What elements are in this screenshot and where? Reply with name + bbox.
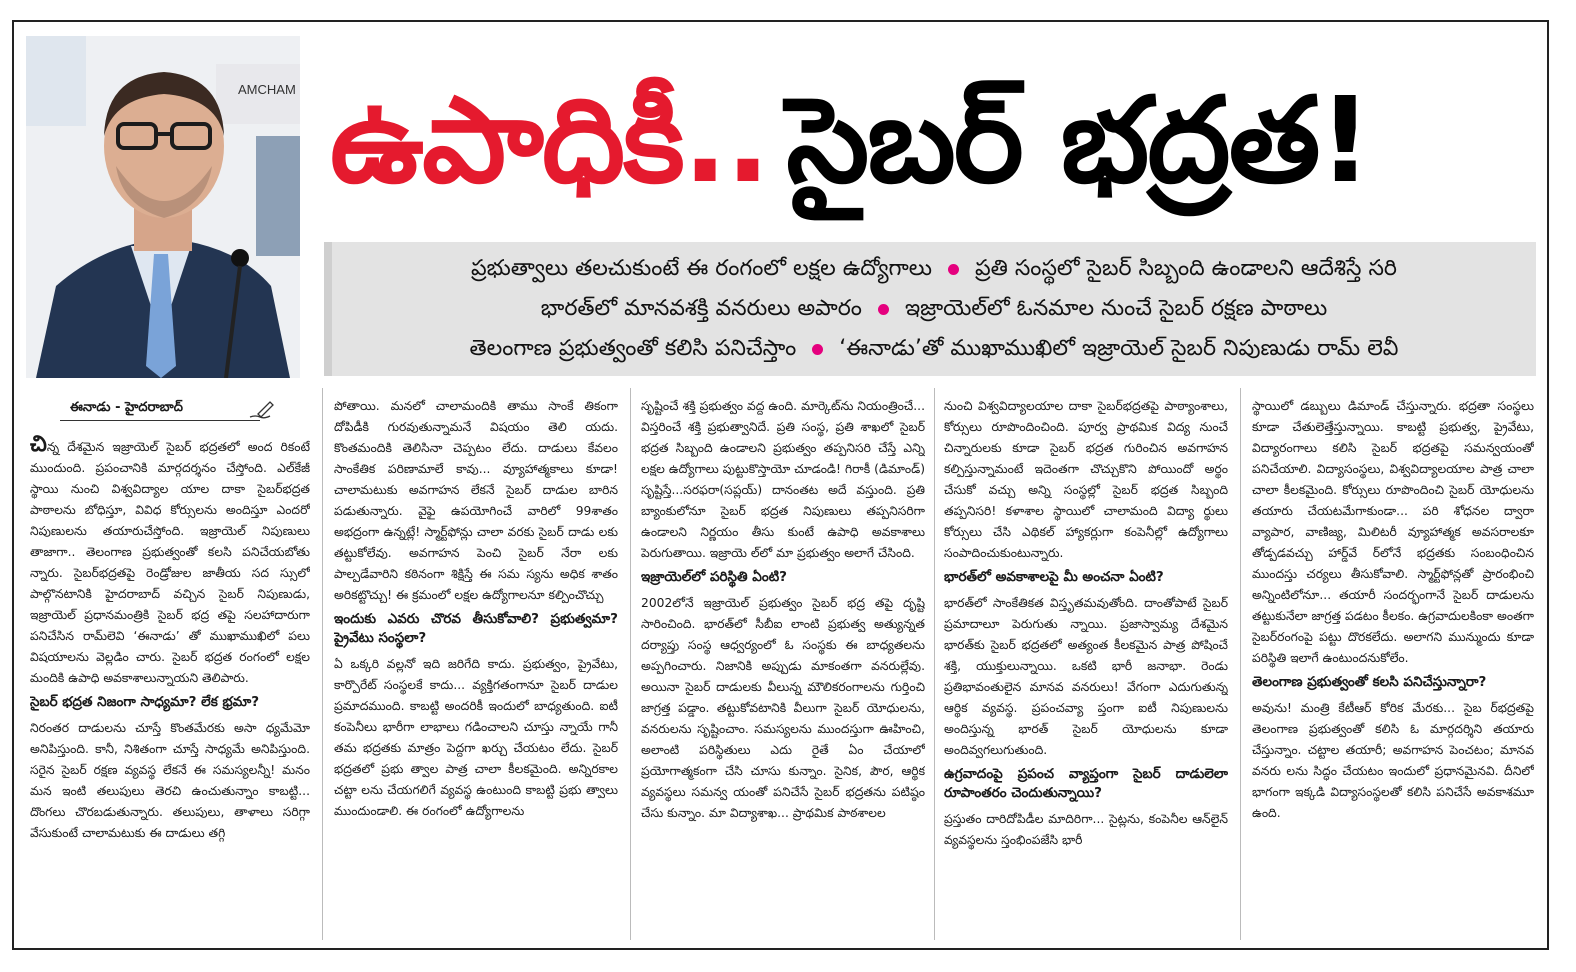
article-paragraph: ఏ ఒక్కరి వల్లనో ఇది జరిగేది కాదు. ప్రభుత్వం, ప్రైవేటు, కార్పొరేట్ సంస్థలకే కాదు... వ్యక్తిగతంగానూ సైబర్ దాడుల ప్రమాదముంది. కాబట్టి అందరికీ ఇందులో బాధ్యతుంది. ఐటీ కంపెనీలు భారీగా లాభాలు గడించాలని చూస్తు న్నాయే గానీ తమ భద్రతకు మాత్రం పెద్దగా ఖర్చు చేయటం లేదు. సైబర్ భద్రతలో ప్రభు త్వాల పాత్ర చాలా కీలకమైంది. అన్నిరకాల చట్టా లను చేయగలిగే వ్యవస్థ ఉంటుంది కాబట్టి ప్రభు త్వాలు ముందుండాలి. ఈ రంగంలో ఉద్యోగాలను xyxy=(334,657,618,818)
interview-question: ఇజ్రాయెల్‌లో పరిస్థితి ఏంటి? xyxy=(641,569,787,585)
bullet-dot-icon xyxy=(812,344,823,355)
article-paragraph: పోతాయి. మనలో చాలామందికి తాము సాంకే తికంగా దోపిడీకి గురవుతున్నామనే విషయం తెలి యదు. కొంతమందికి తెలిసినా చెప్పటం లేదు. దాడులు కేవలం సాంకేతిక పరిణామాలే కావు... వ్యూహాత్మకాలు కూడా! చాలామటుకు అవగాహన లేకనే సైబర్ దాడుల బారిన పడుతున్నారు. వైఫై ఉపయోగించే వారిలో 99శాతం అభద్రంగా ఉన్నట్లే! స్మార్ట్‌ఫోన్లు చాలా వరకు సైబర్ దాడు లకు తట్టుకోలేవు. అవగాహన పెంచి సైబర్ నేరా లకు పాల్పడేవారిని కఠినంగా శిక్షిస్తే ఈ సమ స్యను అధిక శాతం అరికట్టొచ్చు! ఈ క్రమంలో లక్షల ఉద్యోగాలనూ కల్పించొచ్చు xyxy=(334,399,618,602)
article-column-4 xyxy=(944,396,1228,944)
subheadline-point: తెలంగాణ ప్రభుత్వంతో కలిసి పనిచేస్తాం xyxy=(469,336,797,361)
article-column-3 xyxy=(641,396,925,944)
subheadline-point: ‘ఈనాడు’తో ముఖాముఖిలో ఇజ్రాయెల్ సైబర్ నిపుణుడు రామ్ లెవీ xyxy=(839,336,1399,361)
article-paragraph: భారత్‌లో సాంకేతికత విస్తృతమవుతోంది. దాంతోపాటే సైబర్ ప్రమాదాలూ పెరుగుతు న్నాయి. ప్రజాస్వామ్య దేశమైన భారత్‌కు సైబర్ భద్రతలో అత్యంత కీలకమైన పాత్ర పోషించే శక్తి, యుక్తులున్నాయి. ఒకటి భారీ జనాభా. రెండు ప్రతిభావంతులైన మానవ వనరులు! వేగంగా ఎదుగుతున్న ఆర్థిక వ్యవస్థ. ప్రపంచవ్యా ప్తంగా ఐటీ నిపుణులను అందిస్తున్న భారత్ సైబర్ యోధులను కూడా అందివ్వగలుగుతుంది. xyxy=(944,596,1228,757)
subheadline-line-3 xyxy=(332,336,1536,362)
column-divider xyxy=(322,388,323,940)
drop-cap: చి xyxy=(30,434,47,457)
interview-question: తెలంగాణ ప్రభుత్వంతో కలసి పనిచేస్తున్నారా? xyxy=(1252,674,1487,690)
column-divider xyxy=(934,388,935,940)
subheadline-point: ప్రతి సంస్థలో సైబర్ సిబ్బంది ఉండాలని ఆదేశిస్తే సరి xyxy=(975,256,1397,281)
article-paragraph: 2002లోనే ఇజ్రాయెల్ ప్రభుత్వం సైబర్ భద్ర తపై దృష్టి సారించింది. భారత్‌లో సీబీఐ లాంటి ప్రభుత్వ అత్యున్నత దర్యాప్తు సంస్థ ఆధ్వర్యంలో ఓ సంస్థకు ఈ బాధ్యతలను అప్పగించారు. నిజానికి అప్పుడు మాకంతగా వనరుల్లేవు. అయినా సైబర్ దాడులకు వీలున్న మౌలికరంగాలను గుర్తించి జాగ్రత్త పడ్డాం. తట్టుకోవటానికి వీలుగా సైబర్ యోధులను, వనరులను సృష్టించాం. సమస్యలను ముందస్తుగా ఊహించి, అలాంటి పరిస్థితులు ఎదు రైతే ఏం చేయాలో ప్రయోగాత్మకంగా చేసి చూసు కున్నాం. సైనిక, పౌర, ఆర్థిక వ్యవస్థలు సమన్వ యంతో పనిచేసే సైబర్ భద్రతను పటిష్ఠం చేసు కున్నాం. మా విద్యాశాఖ... ప్రాథమిక పాఠశాలల xyxy=(641,596,925,820)
headline-part-red: ఉపాధికీ.. xyxy=(330,71,769,209)
article-paragraph: సృష్టించే శక్తి ప్రభుత్వం వద్ద ఉంది. మార్కెట్‌ను నియంత్రించే... విస్తరించే శక్తి ప్రభుత్వానిదే. ప్రతి సంస్థ, ప్రతి శాఖలో సైబర్ భద్రత సిబ్బంది ఉండాలని ప్రభుత్వం తప్పనిసరి చేస్తే ఎన్ని లక్షల ఉద్యోగాలు పుట్టుకొస్తాయో చూడండి! గిరాకీ (డిమాండ్) సృష్టిస్తే...సరఫరా(సప్లయ్) దానంతట అదే వస్తుంది. ప్రతి బ్యాంకులోనూ సైబర్ భద్రత నిపుణులు తప్పనిసరిగా ఉండాలని నిర్ణయం తీసు కుంటే ఉపాధి అవకాశాలు పెరుగుతాయి. ఇజ్రాయె ల్‌లో మా ప్రభుత్వం అలాగే చేసింది. xyxy=(641,399,925,560)
pen-icon xyxy=(248,400,274,420)
backdrop-text: AMCHAM xyxy=(238,82,296,97)
article-column-1 xyxy=(30,434,310,944)
byline: ఈనాడు - హైదరాబాద్ xyxy=(70,400,183,415)
byline-divider xyxy=(60,420,260,421)
article-paragraph: అవును! మంత్రి కేటీఆర్ కోరిక మేరకు... సైబ ర్‌భద్రతపై తెలంగాణ ప్రభుత్వంతో కలిసి ఓ మార్గదర్శిని తయారు చేస్తున్నాం. చట్టాల తయారీ; అవగాహన పెంచటం; మానవ వనరు లను సిద్ధం చేయటం ఇందులో ప్రధానమైనవి. దీనిలో భాగంగా ఇక్కడి విద్యాసంస్థలతో కలిసి పనిచేసే అవకాశమూ ఉంది. xyxy=(1252,701,1534,820)
headline xyxy=(330,60,1540,220)
article-paragraph: స్థాయిలో డబ్బులు డిమాండ్ చేస్తున్నారు. భద్రతా సంస్థలు కూడా చేతులెత్తేస్తున్నాయి. కాబట్టి ప్రభుత్వ, ప్రైవేటు, విద్యారంగాలు కలిసి సైబర్ భద్రతపై సమన్వయంతో పనిచేయాలి. విద్యాసంస్థలు, విశ్వవిద్యాలయాల పాత్ర చాలా చాలా కీలకమైంది. కోర్సులు రూపొందించి సైబర్ యోధులను తయారు చేయటమేగాకుండా... పరి శోధనల ద్వారా వ్యాపార, వాణిజ్య, మిలిటరీ వ్యూహాత్మక అవసరాలకూ తోడ్పడవచ్చు హార్డ్‌వే ర్‌లోనే భద్రతకు సంబంధించిన ముందస్తు చర్యలు తీసుకోవాలి. స్మార్ట్‌ఫోన్లతో ప్రారంభించి అన్నింటిలోనూ... తయారీ సందర్భంగానే సైబర్ దాడులను తట్టుకునేలా జాగ్రత్త పడటం కీలకం. ఉగ్రవాదులకింకా అంతగా సైబర్‌రంగంపై పట్టు దొరకలేదు. అలాగని మున్ముందు కూడా పరిస్థితి ఇలాగే ఉంటుందనుకోలేం. xyxy=(1252,399,1534,665)
speaker-portrait-image xyxy=(26,36,300,378)
subheadline-point: భారత్‌లో మానవశక్తి వనరులు అపారం xyxy=(540,296,862,321)
subheadline-box xyxy=(324,242,1536,376)
interview-question: భారత్‌లో అవకాశాలపై మీ అంచనా ఏంటి? xyxy=(944,569,1164,585)
subheadline-line-2 xyxy=(332,296,1536,322)
article-paragraph: ప్రస్తుతం దారిదోపిడీల మాదిరిగా... సైట్లను, కంపెనీల ఆన్‌లైన్ వ్యవస్థలను స్తంభింపజేసి భారీ xyxy=(944,812,1228,847)
subheadline-line-1 xyxy=(332,256,1536,282)
column-divider xyxy=(630,388,631,940)
bullet-dot-icon xyxy=(878,304,889,315)
article-column-2 xyxy=(334,396,618,944)
article-paragraph: నుంచి విశ్వవిద్యాలయాల దాకా సైబర్‌భద్రతపై పాఠ్యాంశాలు, కోర్సులు రూపొందించింది. పూర్వ ప్రాథమిక విద్య నుంచే చిన్నారులకు కూడా సైబర్ భద్రత గురించిన అవగాహన కల్పిస్తున్నామంటే ఇదెంతగా చొచ్చుకొని పోయిందో అర్థం చేసుకో వచ్చు అన్ని సంస్థల్లో సైబర్ భద్రత సిబ్బంది తప్పనిసరి! కళాశాల స్థాయిలో చాలామంది విద్యా ర్థులు కోర్సులు చేసి ఎథికల్ హ్యాకర్లుగా కంపెనీల్లో ఉద్యోగాలు సంపాదించుకుంటున్నారు. xyxy=(944,399,1228,560)
interview-question: సైబర్ భద్రత నిజంగా సాధ్యమా? లేక భ్రమా? xyxy=(30,694,260,710)
article-column-5 xyxy=(1252,396,1534,944)
subheadline-point: ప్రభుత్వాలు తలచుకుంటే ఈ రంగంలో లక్షల ఉద్యోగాలు xyxy=(471,256,933,281)
interview-question: ఇందుకు ఎవరు చొరవ తీసుకోవాలి? ప్రభుత్వమా? ప్రైవేటు సంస్థలా? xyxy=(334,611,618,646)
speaker-photo xyxy=(26,36,300,378)
headline-part-black: సైబర్ భద్రత! xyxy=(786,71,1371,209)
subheadline-point: ఇజ్రాయెల్‌లో ఓనమాల నుంచే సైబర్ రక్షణ పాఠాలు xyxy=(904,296,1328,321)
column-divider xyxy=(1240,388,1241,940)
bullet-dot-icon xyxy=(948,264,959,275)
interview-question: ఉగ్రవాదంపై ప్రపంచ వ్యాప్తంగా సైబర్ దాడులెలా రూపాంతరం చెందుతున్నాయి? xyxy=(944,766,1228,801)
article-paragraph: చిన్న దేశమైన ఇజ్రాయెల్ సైబర్ భద్రతలో అంద రికంటే ముందుంది. ప్రపంచానికి మార్గదర్శనం చేస్తోంది. ఎల్‌కేజీ స్థాయి నుంచి విశ్వవిద్యాల యాల దాకా సైబర్‌భద్రత పాఠాలను బోధిస్తూ, వివిధ కోర్సులను అందిస్తూ ఎందరో నిపుణులను తయారుచేస్తోంది. ఇజ్రాయెల్ నిపుణులు తాజాగా.. తెలంగాణ ప్రభుత్వంతో కలసి పనిచేయబోతు న్నారు. సైబర్‌భద్రతపై రెండ్రోజుల జాతీయ సద స్సులో పాల్గొనటానికి హైదరాబాద్ వచ్చిన సైబర్ నిపుణుడు, ఇజ్రాయెల్ ప్రధానమంత్రికి సైబర్ భద్ర తపై సలహాదారుగా పనిచేసిన రామ్‌లెవి ‘ఈనాడు’ తో ముఖాముఖిలో పలు విషయాలను వెల్లడిం చారు. సైబర్ భద్రత రంగంలో లక్షల మందికి ఉపాధి అవకాశాలున్నాయని తెలిపారు. xyxy=(30,434,310,685)
article-paragraph: నిరంతర దాడులను చూస్తే కొంతమేరకు అసా ధ్యమేమో అనిపిస్తుంది. కానీ, నిశితంగా చూస్తే సాధ్యమే అనిపిస్తుంది. సరైన సైబర్ రక్షణ వ్యవస్థ లేకనే ఈ సమస్యలన్నీ! మనం మన ఇంటి తలుపులు తెరచి ఉంచుతున్నాం కాబట్టి... దొంగలు చొరబడుతున్నారు. తలుపులు, తాళాలు సరిగ్గా వేసుకుంటే చాలామటుకు ఈ దాడులు తగ్గి xyxy=(30,721,310,840)
